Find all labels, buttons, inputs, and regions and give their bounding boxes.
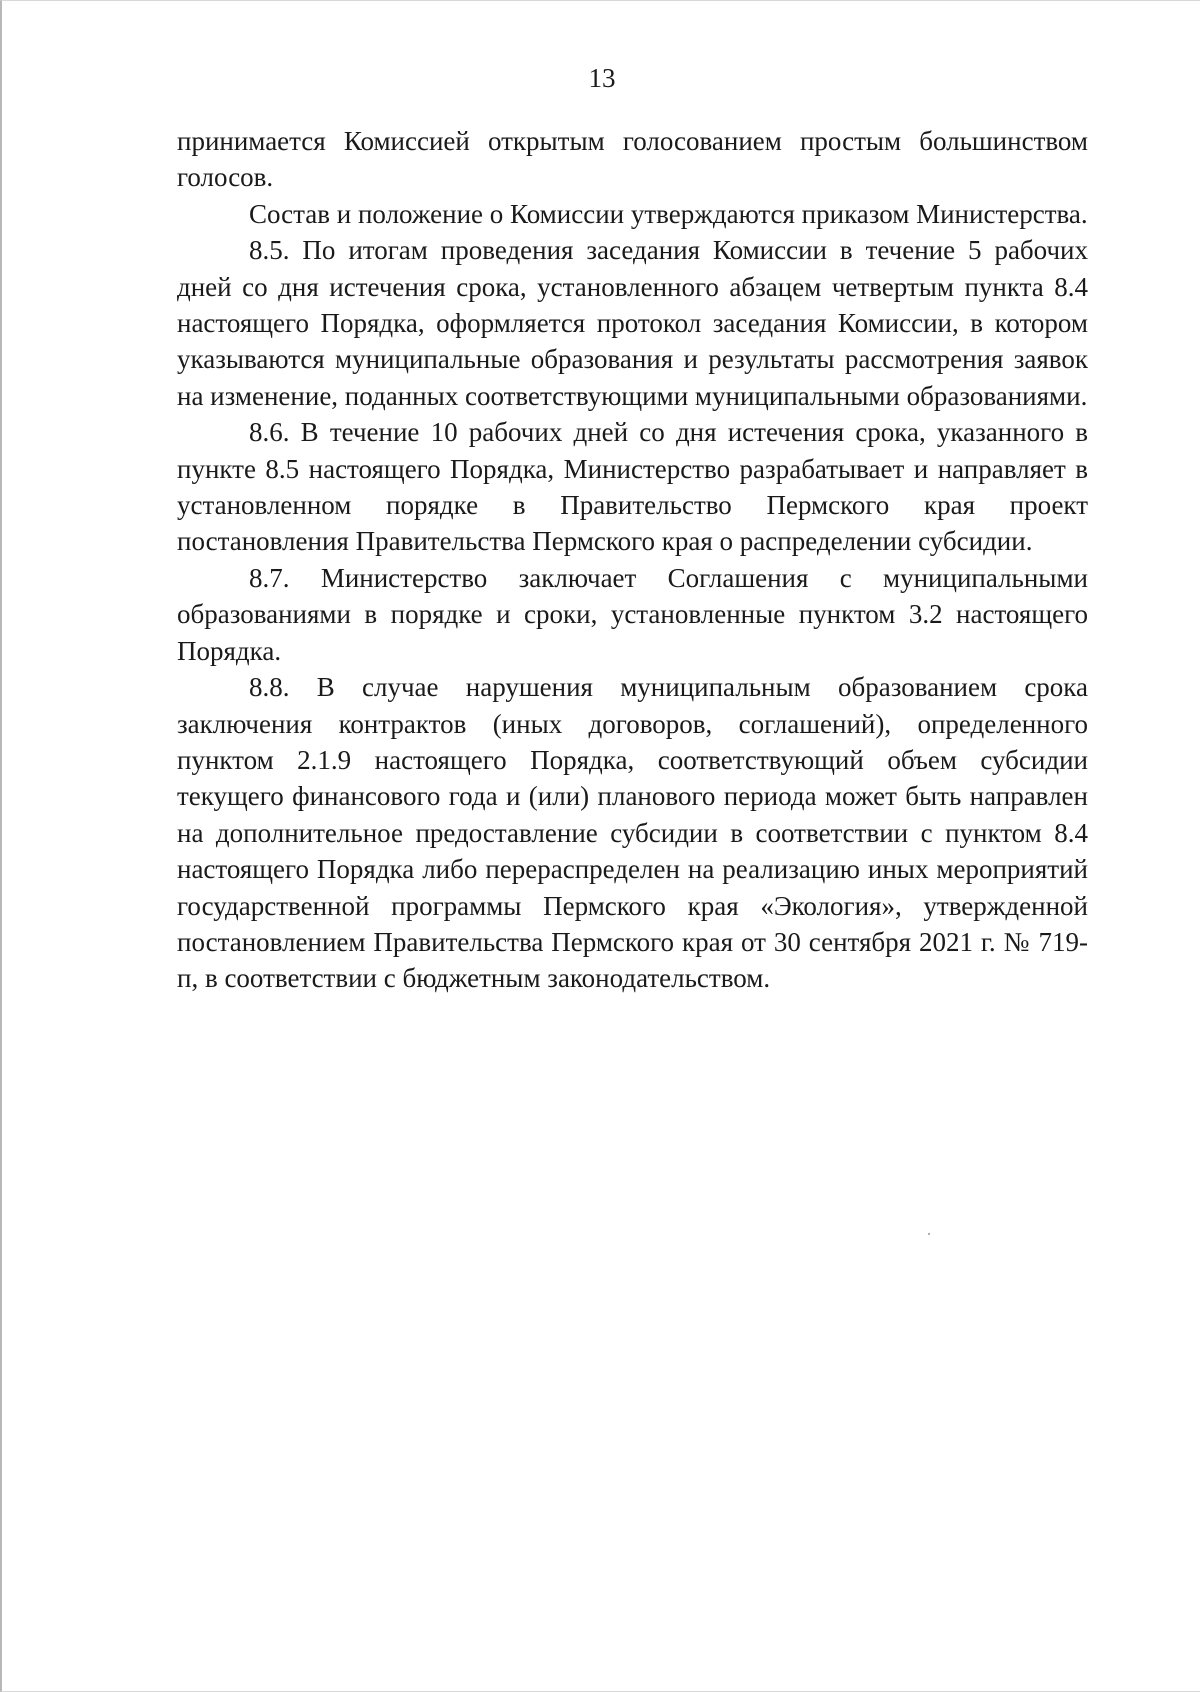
paragraph-8-6: 8.6. В течение 10 рабочих дней со дня истечения срока, указанного в пункте 8.5 настоящего Порядка, Министерство разрабатывает и направляет в установленном порядке в Правительство Пермского края проект постановления Правительства Пермского края о распределении субсидии.: [177, 417, 1088, 557]
paragraph-8-8: 8.8. В случае нарушения муниципальным образованием срока заключения контрактов (иных договоров, соглашений), определенного пунктом 2.1.9 настоящего Порядка, соответствующий объем субсидии текущего финансового года и (или) планового периода может быть направлен на дополнительное предоставление субсидии в соответствии с пунктом 8.4 настоящего Порядка либо перераспределен на реализацию иных мероприятий государственной программы Пермского края «Экология», утвержденной постановлением Правительства Пермского края от 30 сентября 2021 г. № 719-п, в соответствии с бюджетным законодательством.: [177, 672, 1088, 994]
paragraph-8-7: 8.7. Министерство заключает Соглашения с муниципальными образованиями в порядке и сроки, установленные пунктом 3.2 настоящего Порядка.: [177, 562, 1088, 666]
paragraph-voting-continuation: принимается Комиссией открытым голосованием простым большинством голосов.: [177, 126, 1088, 193]
paragraph-8-5: 8.5. По итогам проведения заседания Комиссии в течение 5 рабочих дней со дня истечения срока, установленного абзацем четвертым пункта 8.4 настоящего Порядка, оформляется протокол заседания Комиссии, в котором указываются муниципальные образования и результаты рассмотрения заявок на изменение, поданных соответствующими муниципальными образованиями.: [177, 235, 1088, 411]
page-number: 13: [588, 63, 616, 93]
paragraph-commission-composition: Состав и положение о Комиссии утверждаются приказом Министерства.: [249, 198, 1088, 229]
document-body: [177, 123, 1088, 997]
scan-speck: [928, 1233, 930, 1235]
